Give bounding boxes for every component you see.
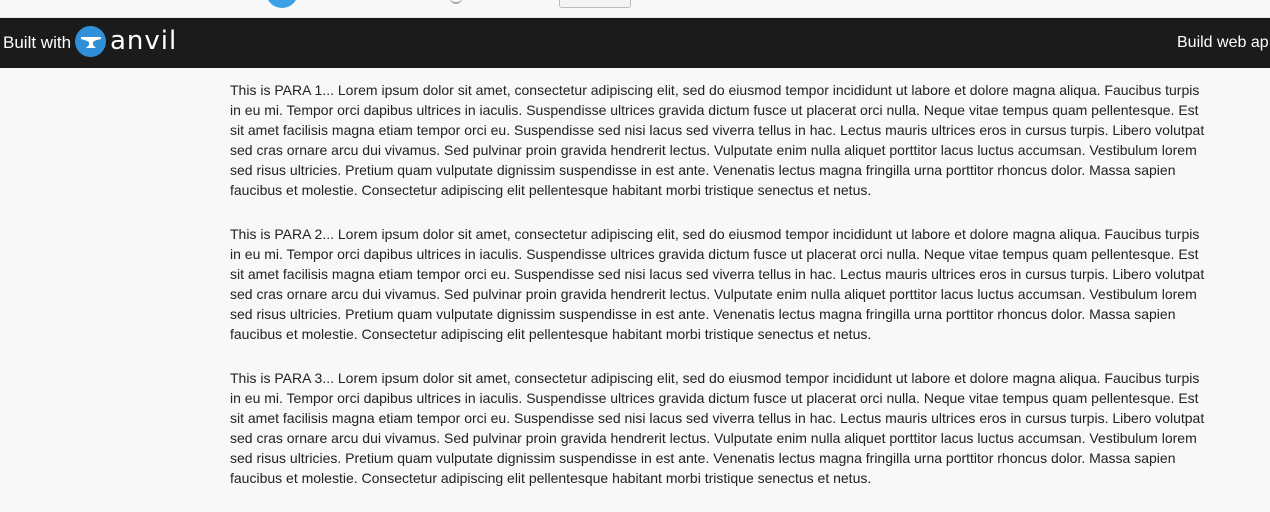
toolbar-button[interactable] (559, 0, 631, 8)
anvil-logo-icon (75, 26, 106, 57)
paragraph-1: This is PARA 1... Lorem ipsum dolor sit amet, consectetur adipiscing elit, sed do eiusmod tempor incididunt ut labore et dolore magna aliqua. Faucibus turpis in eu mi. Tempor orci dapibus ultrices in iaculis. Suspendisse ultrices gravida dictum fusce ut placerat orci nulla. Neque vitae tempus quam pellentesque. Est sit amet facilisis magna etiam tempor orci eu. Suspendisse sed nisi lacus sed viverra tellus in hac. Lectus mauris ultrices eros in cursus turpis. Libero volutpat sed cras ornare arcu dui vivamus. Sed pulvinar proin gravida hendrerit lectus. Vulputate enim nulla aliquet porttitor lacus luctus accumsan. Vestibulum lorem sed risus ultricies. Pretium quam vulputate dignissim suspendisse in est ante. Venenatis lectus magna fringilla urna porttitor rhoncus dolor. Massa sapien faucibus et molestie. Consectetur adipiscing elit pellentesque habitant morbi tristique senectus et netus. (230, 82, 1205, 198)
banner-tagline: Build web ap (1177, 34, 1269, 51)
toolbar-glyph-icon (450, 0, 462, 4)
anvil-banner[interactable] (0, 18, 1270, 68)
built-with-label: Built with (3, 33, 72, 52)
main-content (230, 80, 1205, 512)
anvil-wordmark: anvil (110, 26, 178, 56)
paragraph-3: This is PARA 3... Lorem ipsum dolor sit amet, consectetur adipiscing elit, sed do eiusmod tempor incididunt ut labore et dolore magna aliqua. Faucibus turpis in eu mi. Tempor orci dapibus ultrices in iaculis. Suspendisse ultrices gravida dictum fusce ut placerat orci nulla. Neque vitae tempus quam pellentesque. Est sit amet facilisis magna etiam tempor orci eu. Suspendisse sed nisi lacus sed viverra tellus in hac. Lectus mauris ultrices eros in cursus turpis. Libero volutpat sed cras ornare arcu dui vivamus. Sed pulvinar proin gravida hendrerit lectus. Vulputate enim nulla aliquet porttitor lacus luctus accumsan. Vestibulum lorem sed risus ultricies. Pretium quam vulputate dignissim suspendisse in est ante. Venenatis lectus magna fringilla urna porttitor rhoncus dolor. Massa sapien faucibus et molestie. Consectetur adipiscing elit pellentesque habitant morbi tristique senectus et netus. (230, 370, 1205, 486)
avatar[interactable] (266, 0, 298, 8)
paragraph-2: This is PARA 2... Lorem ipsum dolor sit amet, consectetur adipiscing elit, sed do eiusmod tempor incididunt ut labore et dolore magna aliqua. Faucibus turpis in eu mi. Tempor orci dapibus ultrices in iaculis. Suspendisse ultrices gravida dictum fusce ut placerat orci nulla. Neque vitae tempus quam pellentesque. Est sit amet facilisis magna etiam tempor orci eu. Suspendisse sed nisi lacus sed viverra tellus in hac. Lectus mauris ultrices eros in cursus turpis. Libero volutpat sed cras ornare arcu dui vivamus. Sed pulvinar proin gravida hendrerit lectus. Vulputate enim nulla aliquet porttitor lacus luctus accumsan. Vestibulum lorem sed risus ultricies. Pretium quam vulputate dignissim suspendisse in est ante. Venenatis lectus magna fringilla urna porttitor rhoncus dolor. Massa sapien faucibus et molestie. Consectetur adipiscing elit pellentesque habitant morbi tristique senectus et netus. (230, 226, 1205, 342)
top-toolbar-strip (0, 0, 1270, 18)
